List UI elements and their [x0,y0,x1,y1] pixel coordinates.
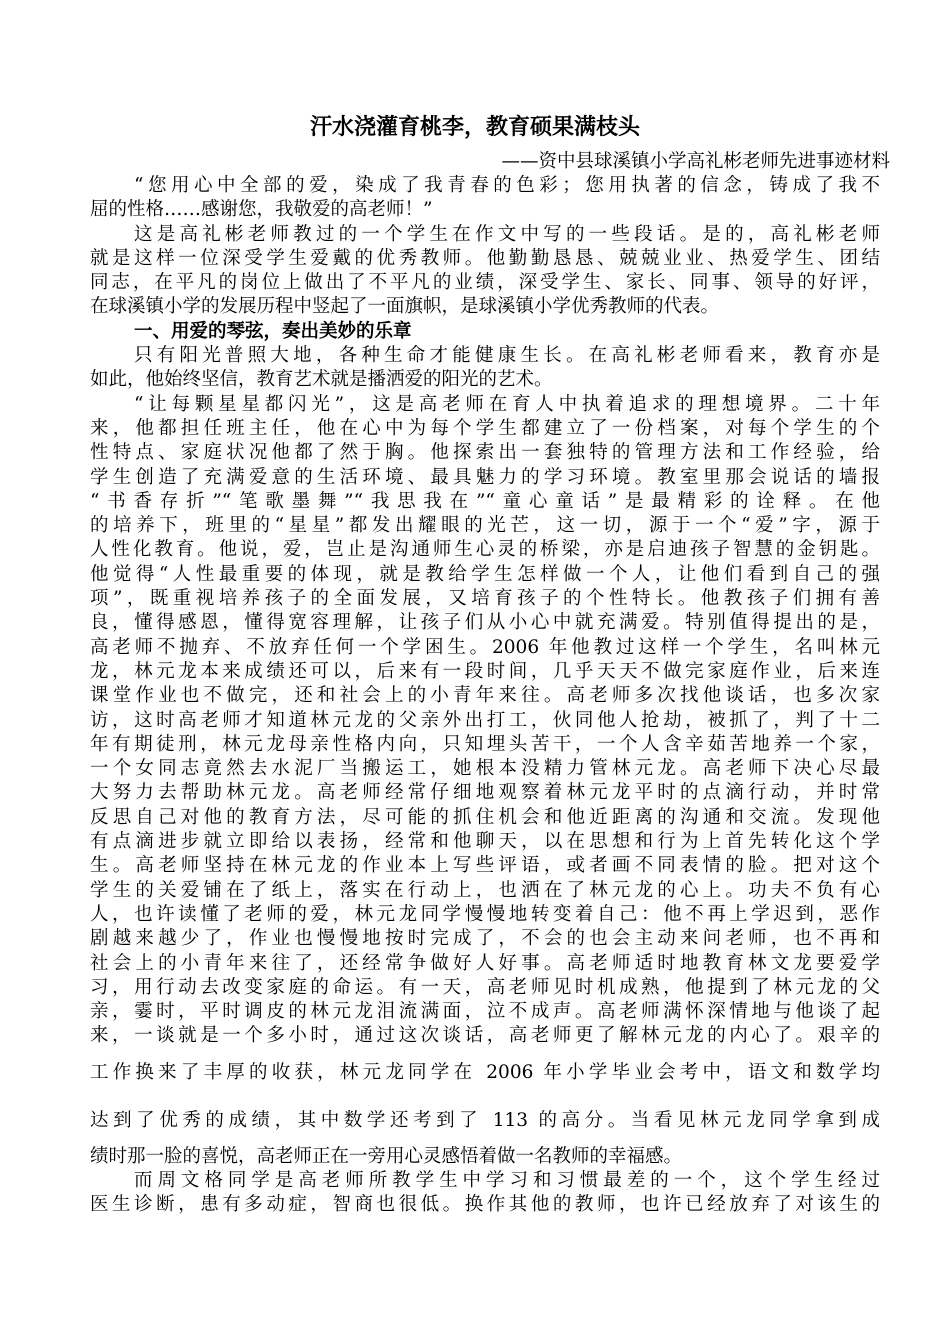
text-line: 剧越来越少了，作业也慢慢地按时完成了，不会的也会主动来问老师，也不再和 [90,928,880,950]
text-line: 同志，在平凡的岗位上做出了不平凡的业绩，深受学生、家长、同事、领导的好评， [90,272,880,294]
text-line: 在球溪镇小学的发展历程中竖起了一面旗帜，是球溪镇小学优秀教师的代表。 [90,296,720,318]
text-line: “您用心中全部的爱，染成了我青春的色彩；您用执著的信念，铸成了我不 [134,175,880,196]
text-line: 有点滴进步就立即给以表扬，经常和他聊天，以在思想和行为上首先转化这个学 [90,831,880,853]
text-line: 性特点、家庭状况他都了然于胸。他探索出一套独特的管理方法和工作经验，给 [90,442,880,464]
section-heading: 一、用爱的琴弦，奏出美妙的乐章 [134,320,412,342]
text-line: 医生诊断，患有多动症，智商也很低。换作其他的教师，也许已经放弃了对该生的 [90,1194,880,1216]
text-line: 一个女同志竟然去水泥厂当搬运工，她根本没精力管林元龙。高老师下决心尽最 [90,758,880,780]
text-line: 龙，林元龙本来成绩还可以，后来有一段时间，几乎天天不做完家庭作业，后来连 [90,660,880,682]
text-line: 人性化教育。他说，爱，岂止是沟通师生心灵的桥梁，亦是启迪孩子智慧的金钥匙。 [90,539,880,561]
text-line: 年有期徒刑，林元龙母亲性格内向，只知埋头苦干，一个人含辛茹苦地养一个家， [90,733,880,755]
text-line: 高老师不抛弃、不放弃任何一个学困生。2006 年他教过这样一个学生，名叫林元 [90,636,880,658]
text-line: 良，懂得感恩，懂得宽容理解，让孩子们从小心中就充满爱。特别值得提出的是， [90,612,880,634]
text-line: 社会上的小青年来往了，还经常争做好人好事。高老师适时地教育林文龙要爱学 [90,952,880,974]
text-line: 学生的关爱铺在了纸上，落实在行动上，也洒在了林元龙的心上。功夫不负有心 [90,879,880,901]
text-line: 就是这样一位深受学生爱戴的优秀教师。他勤勤恳恳、兢兢业业、热爱学生、团结 [90,247,880,269]
text-line: “书香存折”“笔歌墨舞”“我思我在”“童心童话”是最精彩的诠释。在他 [90,490,880,512]
text-line: 这是高礼彬老师教过的一个学生在作文中写的一些段话。是的，高礼彬老师 [134,223,880,245]
document-subtitle: ——资中县球溪镇小学高礼彬老师先进事迹材料 [501,151,890,172]
text-line: 学生创造了充满爱意的生活环境、最具魅力的学习环境。教室里那会说话的墙报 [90,466,880,488]
text-line: 亲，霎时，平时调皮的林元龙泪流满面，泣不成声。高老师满怀深情地与他谈了起 [90,1001,880,1023]
text-line: 项”，既重视培养孩子的全面发展，又培育孩子的个性特长。他教孩子们拥有善 [90,588,880,610]
document-body [90,174,880,1218]
text-line: 只有阳光普照大地，各种生命才能健康生长。在高礼彬老师看来，教育亦是 [134,345,880,367]
text-line: 达到了优秀的成绩，其中数学还考到了 113 的高分。当看见林元龙同学拿到成 [90,1109,880,1131]
document-title: 汗水浇灌育桃李，教育硕果满枝头 [309,114,640,140]
text-line: 而周文格同学是高老师所教学生中学习和习惯最差的一个，这个学生经过 [134,1169,880,1191]
text-line: 屈的性格……感谢您，我敬爱的高老师！” [90,199,433,221]
text-line: 人，也许读懂了老师的爱，林元龙同学慢慢地转变着自己：他不再上学迟到，恶作 [90,903,880,925]
text-line: 习，用行动去改变家庭的命运。有一天，高老师见时机成熟，他提到了林元龙的父 [90,976,880,998]
text-line: 课堂作业也不做完，还和社会上的小青年来往。高老师多次找他谈话，也多次家 [90,685,880,707]
text-line: 来，一谈就是一个多小时，通过这次谈话，高老师更了解林元龙的内心了。艰辛的 [90,1025,880,1047]
text-line: 他觉得“人性最重要的体现，就是教给学生怎样做一个人，让他们看到自己的强 [90,563,880,585]
text-line: 反思自己对他的教育方法，尽可能的抓住机会和他近距离的沟通和交流。发现他 [90,806,880,828]
text-line: “让每颗星星都闪光”，这是高老师在育人中执着追求的理想境界。二十年 [134,393,880,415]
text-line: 访，这时高老师才知道林元龙的父亲外出打工，伙同他人抢劫，被抓了，判了十二 [90,709,880,731]
text-line: 的培养下，班里的“星星”都发出耀眼的光芒，这一切，源于一个“爱”字，源于 [90,515,880,537]
text-line: 工作换来了丰厚的收获，林元龙同学在 2006 年小学毕业会考中，语文和数学均 [90,1061,880,1083]
text-line: 来，他都担任班主任，他在心中为每个学生都建立了一份档案，对每个学生的个 [90,417,880,439]
text-line: 绩时那一脸的喜悦，高老师正在一旁用心灵感悟着做一名教师的幸福感。 [90,1145,683,1167]
text-line: 生。高老师坚持在林元龙的作业本上写些评语，或者画不同表情的脸。把对这个 [90,855,880,877]
text-line: 大努力去帮助林元龙。高老师经常仔细地观察着林元龙平时的点滴行动，并时常 [90,782,880,804]
text-line: 如此，他始终坚信，教育艺术就是播洒爱的阳光的艺术。 [90,369,553,391]
